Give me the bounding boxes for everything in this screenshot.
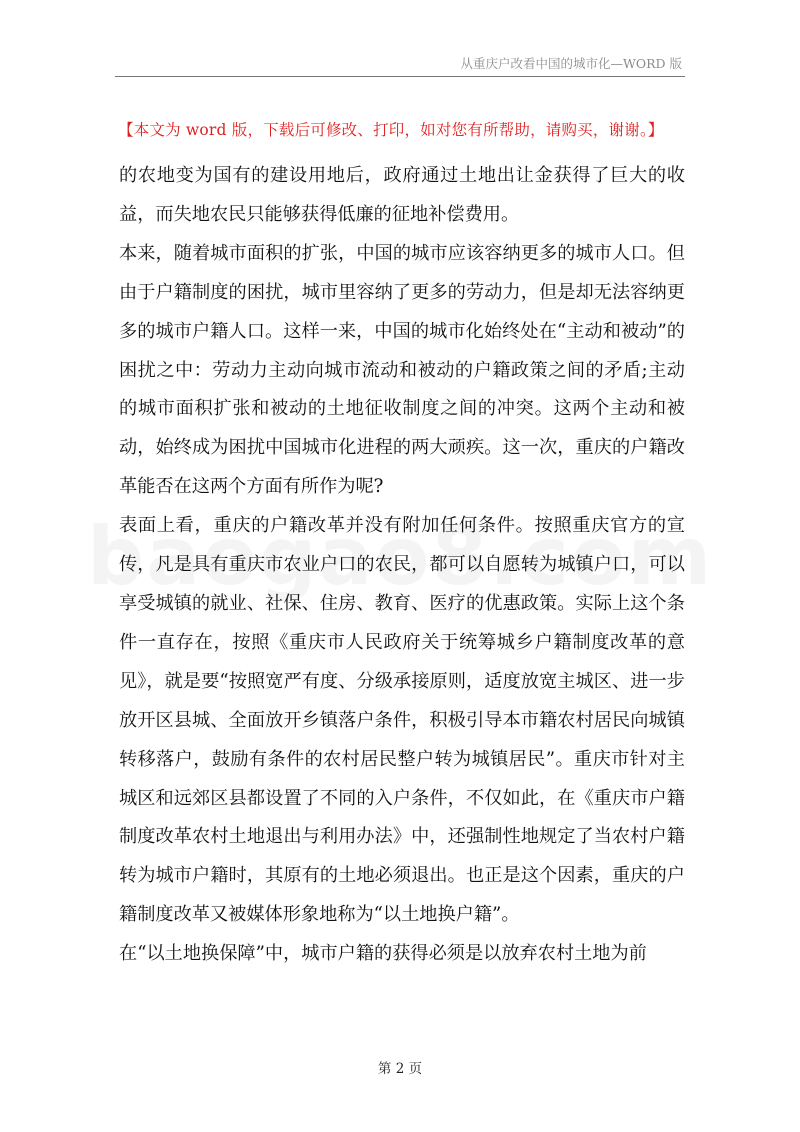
paragraph-4: 在“以土地换保障”中，城市户籍的获得必须是以放弃农村土地为前 [119,943,647,965]
header-rule [115,76,685,77]
paragraph-3: 表面上看，重庆的户籍改革并没有附加任何条件。按照重庆官方的宣传，凡是具有重庆市农业户口的农民，都可以自愿转为城镇户口，可以享受城镇的就业、社保、住房、教育、医疗的优惠政策。实际上这个条件一直存在，按照《重庆市人民政府关于统筹城乡户籍制度改革的意见》，就是要“按照宽严有度、分级承接原则，适度放宽主城区、进一步放开区县城、全面放开乡镇落户条件，积极引导本市籍农村居民向城镇转移落户，鼓励有条件的农村居民整户转为城镇居民”。重庆市针对主城区和远郊区县都设置了不同的入户条件，不仅如此，在《重庆市户籍制度改革农村土地退出与利用办法》中，还强制性地规定了当农村户籍转为城市户籍时，其原有的土地必须退出。也正是这个因素，重庆的户籍制度改革又被媒体形象地称为“以土地换户籍”。 [119,515,685,926]
document-body [119,157,685,974]
paragraph-2: 本来，随着城市面积的扩张，中国的城市应该容纳更多的城市人口。但由于户籍制度的困扰，城市里容纳了更多的劳动力，但是却无法容纳更多的城市户籍人口。这样一来，中国的城市化始终处在“主动和被动”的困扰之中：劳动力主动向城市流动和被动的户籍政策之间的矛盾;主动的城市面积扩张和被动的土地征收制度之间的冲突。这两个主动和被动，始终成为困扰中国城市化进程的两大顽疾。这一次，重庆的户籍改革能否在这两个方面有所作为呢? [119,242,685,498]
page-number: 第 2 页 [377,1061,423,1077]
download-notice: 【本文为 word 版，下载后可修改、打印，如对您有所帮助，请购买，谢谢。】 [118,121,664,139]
paragraph-1: 的农地变为国有的建设用地后，政府通过土地出让金获得了巨大的收益，而失地农民只能够获得低廉的征地补偿费用。 [119,165,685,225]
header-title: 从重庆户改看中国的城市化—WORD 版 [460,56,682,71]
page-header [0,50,800,74]
